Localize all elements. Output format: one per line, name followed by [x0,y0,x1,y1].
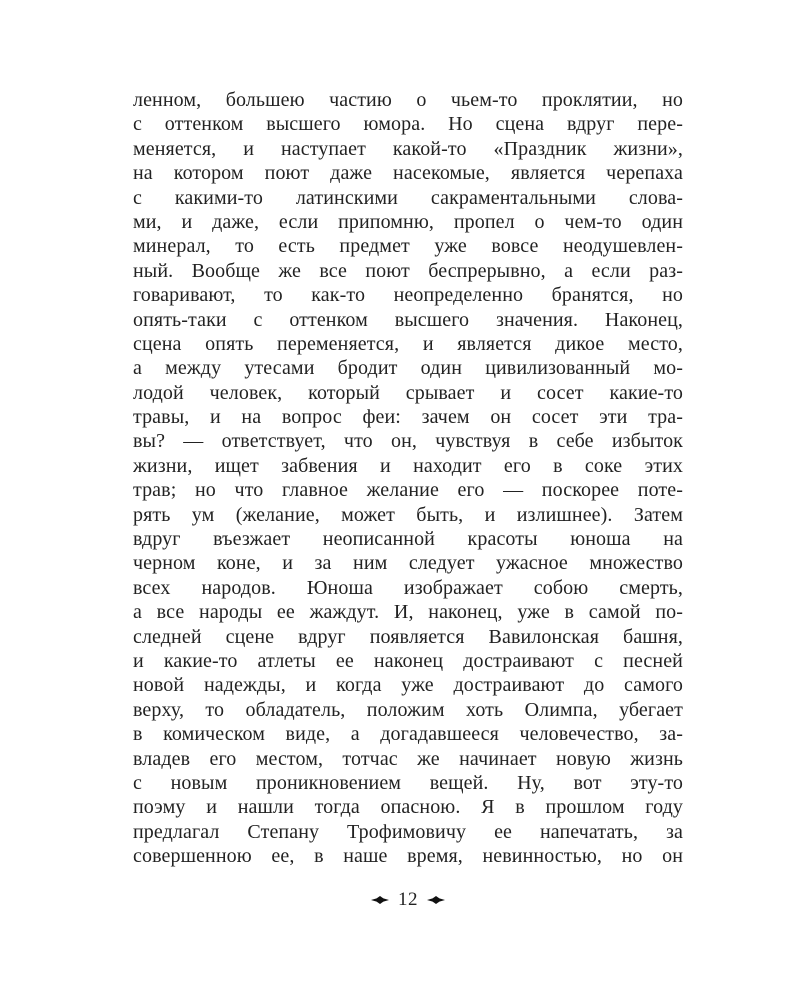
text-line: предлагал Степану Трофимовичу ее напечатать, за [133,820,683,843]
text-line: жизни, ищет забвения и находит его в соке этих [133,454,683,477]
text-line: вдруг въезжает неописанной красоты юноша на [133,528,683,551]
text-line: на котором поют даже насекомые, является черепаха [133,162,683,185]
text-line: следней сцене вдруг появляется Вавилонская башня, [133,625,683,648]
text-line: опять-таки с оттенком высшего значения. Наконец, [133,308,683,331]
page-number: 12 [398,889,418,910]
text-line: с оттенком высшего юмора. Но сцена вдруг пере- [133,113,683,136]
text-line: с новым проникновением вещей. Ну, вот эту-то [133,771,683,794]
text-line: сцена опять переменяется, и является дикое место, [133,332,683,355]
text-line: черном коне, и за ним следует ужасное множество [133,552,683,575]
text-line: рять ум (желание, может быть, и излишнее). Затем [133,503,683,526]
text-line: травы, и на вопрос феи: зачем он сосет эти тра- [133,406,683,429]
page-footer [133,888,683,912]
text-line: ный. Вообще же все поют беспрерывно, а если раз- [133,259,683,282]
text-line: в комическом виде, а догадавшееся человечество, за- [133,723,683,746]
text-line: вы? — ответствует, что он, чувствуя в себе избыток [133,430,683,453]
diamond-ornament-left-icon [371,896,389,904]
text-line: совершенною ее, в наше время, невинностью, но он [133,845,683,868]
text-line: трав; но что главное желание его — поскорее поте- [133,479,683,502]
text-line: всех народов. Юноша изображает собою смерть, [133,576,683,599]
text-line: меняется, и наступает какой-то «Праздник жизни», [133,137,683,160]
text-line: ми, и даже, если припомню, пропел о чем-то один [133,210,683,233]
diamond-ornament-right-icon [427,896,445,904]
text-line: минерал, то есть предмет уже вовсе неодушевлен- [133,235,683,258]
text-line: говаривают, то как-то неопределенно бранятся, но [133,284,683,307]
text-line: поэму и нашли тогда опасною. Я в прошлом году [133,796,683,819]
text-line: а все народы ее жаждут. И, наконец, уже в самой по- [133,601,683,624]
text-line: верху, то обладатель, положим хоть Олимпа, убегает [133,698,683,721]
text-line: с какими-то латинскими сакраментальными слова- [133,186,683,209]
text-line: новой надежды, и когда уже достраивают до самого [133,674,683,697]
text-line: ленном, большею частию о чьем-то проклятии, но [133,89,683,111]
text-block [133,88,683,869]
text-line: лодой человек, который срывает и сосет какие-то [133,381,683,404]
text-line: владев его местом, тотчас же начинает новую жизнь [133,747,683,770]
text-line: а между утесами бродит один цивилизованный мо- [133,357,683,380]
text-line: и какие-то атлеты ее наконец достраивают с песней [133,649,683,672]
